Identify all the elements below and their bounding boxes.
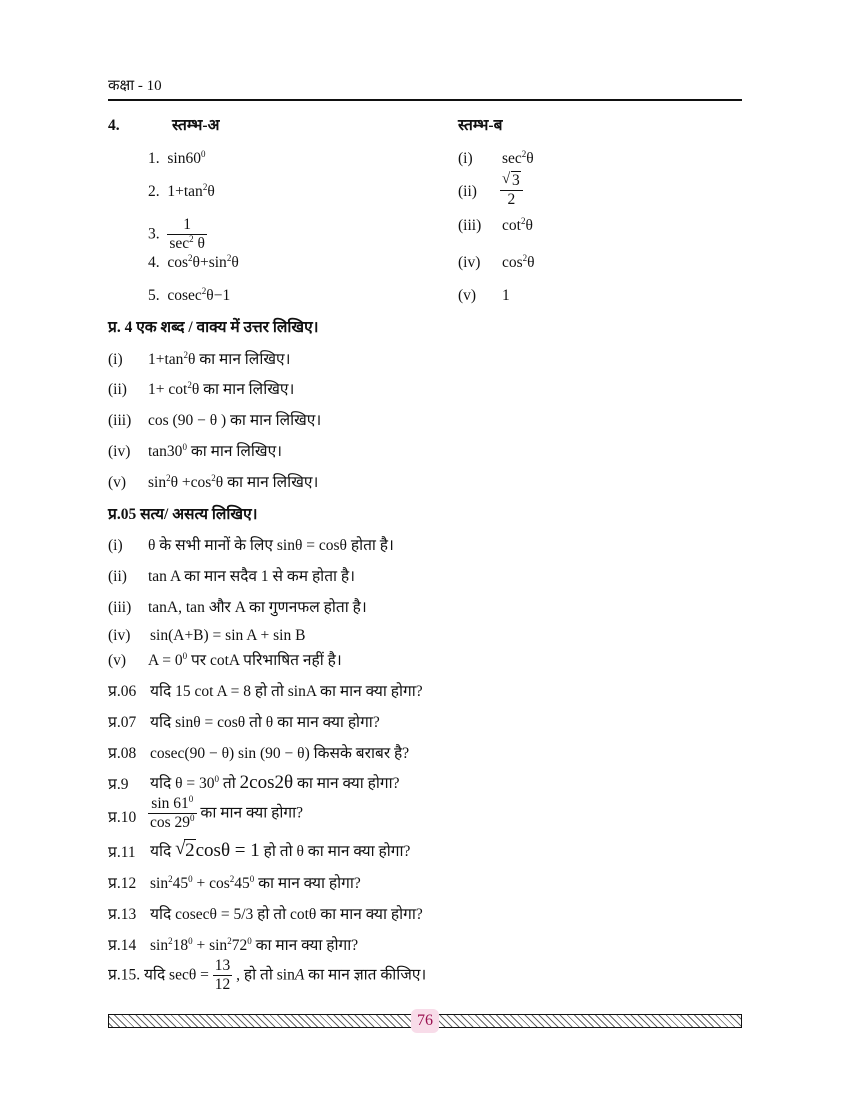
question-text: $\frac{\sin 61^0}{\cos 29^0}$ का मान क्या होगा? [150, 793, 304, 831]
column-b-item: $\sec^2\theta$ [502, 148, 534, 167]
q4-item-number: (ii) [108, 381, 127, 398]
fraction: √ 3 2 [500, 172, 523, 209]
question-text: यदि sinθ = cosθ तो θ का मान क्या होगा? [150, 714, 380, 731]
column-b-number: (v) [458, 287, 477, 304]
q5-item-number: (v) [108, 652, 127, 669]
question-text: $\sin^218^0 + \sin^272^0$ का मान क्या होगा? [150, 935, 359, 954]
question-number: प्र.12 [108, 875, 137, 892]
q5-item-number: (ii) [108, 568, 127, 585]
question-number: प्र.11 [108, 844, 136, 861]
question-number: प्र.13 [108, 906, 137, 923]
q4-item: $1+ \cot^2\theta$ का मान लिखिए। [148, 379, 295, 398]
question-text: cosec(90 − θ) sin (90 − θ) किसके बराबर है? [150, 745, 410, 762]
q5-item: tanA, tan और A का गुणनफल होता है। [148, 599, 367, 616]
fraction: $\frac{\sin 61^0}{\cos 29^0}$ [150, 793, 195, 831]
column-b-item: $\cos^2\theta$ [502, 252, 535, 271]
q4-item-number: (v) [108, 474, 127, 491]
column-b-item: $\cot^2\theta$ [502, 215, 533, 234]
q4-item-number: (iv) [108, 443, 131, 460]
page-number: 76 [411, 1009, 439, 1033]
question-number: प्र.9 [108, 776, 129, 793]
question-text: यदि cosecθ = 5/3 हो तो cotθ का मान क्या होगा? [150, 906, 423, 923]
question-text: $\sin^245^0 + \cos^245^0$ का मान क्या होगा? [150, 873, 361, 892]
q4-item-number: (i) [108, 351, 123, 368]
q5-item-number: (iv) [108, 627, 131, 644]
question-number: प्र.10 [108, 809, 137, 826]
column-b-title: स्तम्भ-ब [458, 117, 503, 134]
column-b-number: (ii) [458, 183, 477, 200]
question-text: प्र.15. यदि secθ = $\frac{13}{12}$ , हो तो sinA का मान ज्ञात कीजिए। [108, 957, 427, 993]
question-number: प्र.14 [108, 937, 137, 954]
column-b-number: (iii) [458, 217, 482, 234]
question-text: यदि √ 2cosθ = 1 हो तो θ का मान क्या होगा? [150, 838, 411, 861]
question-number: प्र.08 [108, 745, 137, 762]
q5-item: tan A का मान सदैव 1 से कम होता है। [148, 568, 356, 585]
q4-item: $\sin^2\theta +\cos^2\theta$ का मान लिखिए। [148, 472, 319, 491]
q5-item: $A = 0^0$ पर cotA परिभाषित नहीं है। [148, 650, 342, 669]
q4-item: cos (90 − θ ) का मान लिखिए। [148, 412, 322, 429]
q4-item: $1+\tan^2\theta$ का मान लिखिए। [148, 349, 291, 368]
column-a-item: 3. $\frac{1}{\sec^2 \theta}$ [148, 216, 205, 252]
question-text: यदि 15 cot A = 8 हो तो sinA का मान क्या होगा? [150, 683, 423, 700]
column-a-item: 1. $\sin 60^0$ [148, 148, 206, 167]
q4-item-number: (iii) [108, 412, 132, 429]
column-b-number: (i) [458, 150, 473, 167]
question-text: यदि $\theta = 30^0$ तो 2cos2θ का मान क्या होगा? [150, 772, 400, 793]
header-rule [108, 99, 742, 101]
column-b-item: 1 [502, 287, 510, 304]
q5-item-number: (iii) [108, 599, 132, 616]
question-number: प्र.06 [108, 683, 137, 700]
question-number: प्र.07 [108, 714, 137, 731]
class-label: कक्षा - 10 [108, 78, 162, 94]
match-number: 4. [108, 117, 120, 134]
column-a-item: 4. $\cos^2\theta+\sin^2\theta$ [148, 252, 239, 271]
column-a-item: 2. $1+\tan^2\theta$ [148, 181, 215, 200]
q5-item-number: (i) [108, 537, 123, 554]
q4-item: $\tan 30^0$ का मान लिखिए। [148, 441, 283, 460]
column-a-item: 5. cosec$^2$θ−1 [148, 285, 231, 304]
q5-item: θ के सभी मानों के लिए sinθ = cosθ होता है। [148, 537, 394, 554]
fraction: $\frac{1}{\sec^2 \theta}$ [169, 216, 205, 252]
q5-title: प्र.05 सत्य/ असत्य लिखिए। [108, 506, 258, 523]
fraction: $\frac{13}{12}$ [214, 957, 231, 993]
q4-title: प्र. 4 एक शब्द / वाक्य में उत्तर लिखिए। [108, 319, 319, 336]
column-b-number: (iv) [458, 254, 481, 271]
column-b-item [500, 172, 523, 209]
q5-item: sin(A+B) = sin A + sin B [150, 627, 306, 644]
column-a-title: स्तम्भ-अ [172, 117, 220, 134]
